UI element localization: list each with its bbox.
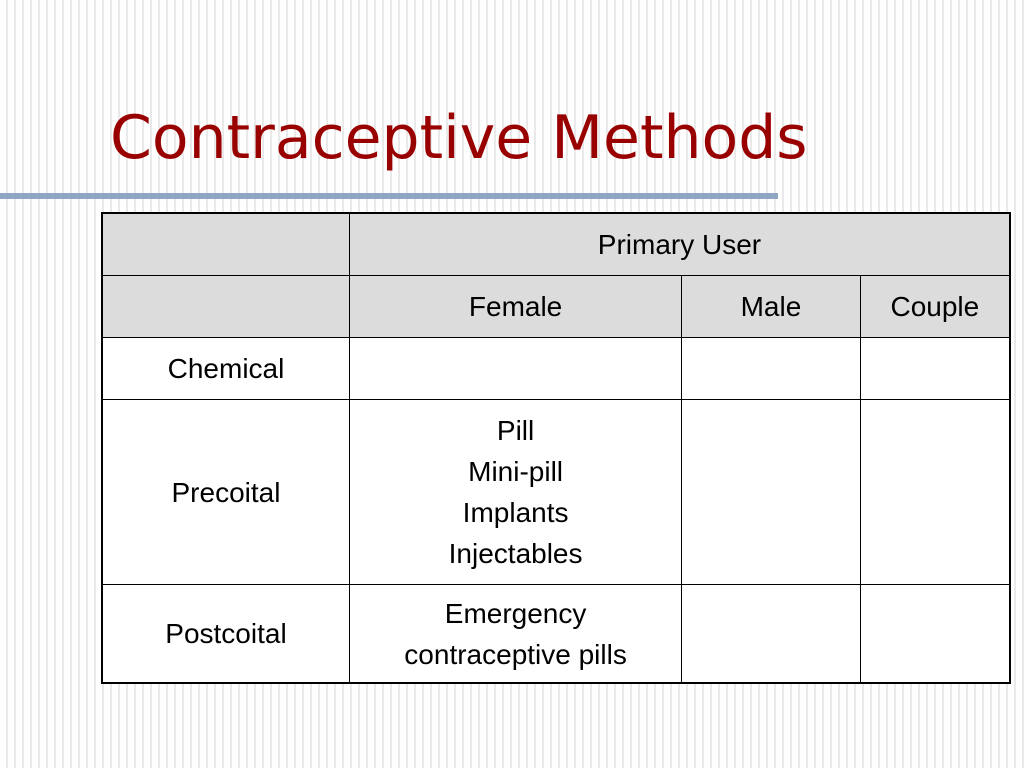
postcoital-female-cell <box>349 585 681 684</box>
method-item: Implants <box>462 497 569 528</box>
method-item: Mini-pill <box>468 456 564 487</box>
precoital-female-cell <box>349 400 681 585</box>
slide-title: Contraceptive Methods <box>110 103 808 173</box>
table-cell <box>682 400 860 585</box>
table-row <box>102 585 1010 684</box>
header-row-columns <box>102 276 1010 338</box>
table-cell <box>860 400 1010 585</box>
table-cell <box>682 338 860 400</box>
row-label-postcoital: Postcoital <box>102 585 349 684</box>
column-header-couple: Couple <box>860 276 1010 338</box>
corner-cell <box>102 276 349 338</box>
primary-user-header: Primary User <box>349 213 1010 276</box>
table-cell <box>860 585 1010 684</box>
table-row <box>102 400 1010 585</box>
table-cell <box>349 338 681 400</box>
method-item: Injectables <box>448 538 583 569</box>
title-divider <box>0 193 778 199</box>
column-header-male: Male <box>682 276 860 338</box>
methods-table <box>101 212 1011 684</box>
method-item: contraceptive pills <box>404 638 627 670</box>
row-label-precoital: Precoital <box>102 400 349 585</box>
corner-cell <box>102 213 349 276</box>
row-label-chemical: Chemical <box>102 338 349 400</box>
column-header-female: Female <box>349 276 681 338</box>
table-cell <box>860 338 1010 400</box>
header-row-group <box>102 213 1010 276</box>
table-cell <box>682 585 860 684</box>
table-row <box>102 338 1010 400</box>
method-item: Pill <box>496 415 535 446</box>
method-item: Emergency <box>444 597 587 629</box>
